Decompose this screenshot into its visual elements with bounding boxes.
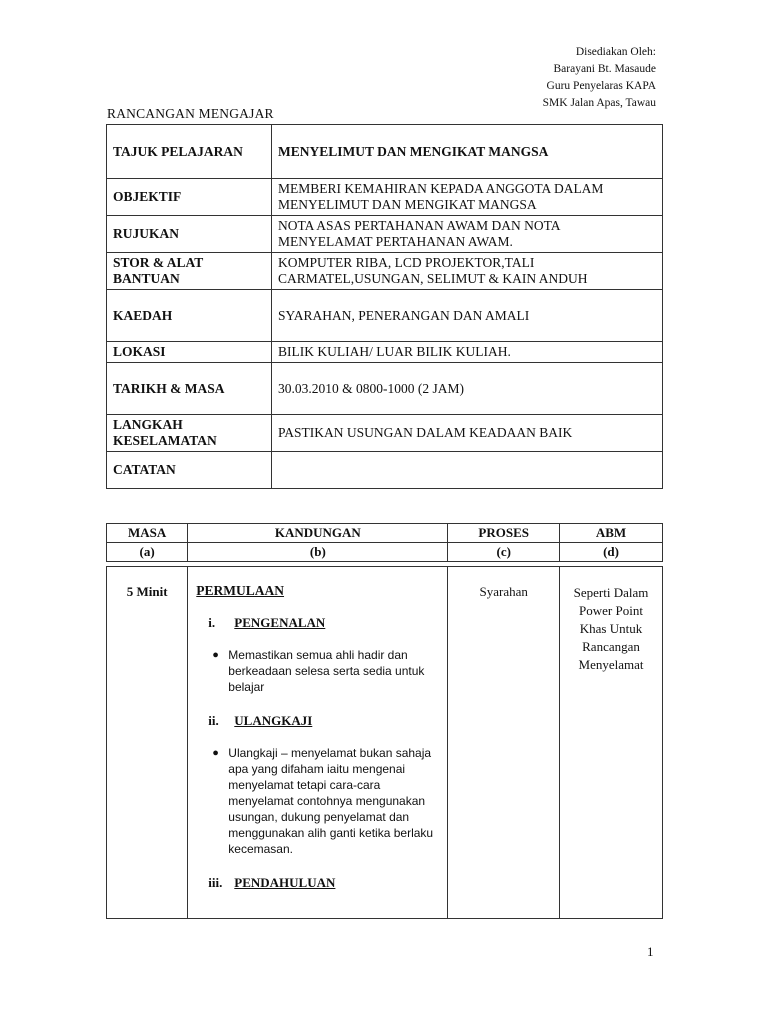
column-header-abm: ABM xyxy=(560,524,663,543)
subsection-number: ii. xyxy=(208,713,219,728)
subsection-title: ULANGKAJI xyxy=(234,713,313,728)
info-label: KAEDAH xyxy=(107,290,272,342)
subsection-title: PENDAHULUAN xyxy=(234,875,336,890)
info-row xyxy=(107,216,663,253)
prepared-by-block xyxy=(543,44,656,112)
prepared-by-position: Guru Penyelaras KAPA xyxy=(546,80,656,92)
document-heading: RANCANGAN MENGAJAR xyxy=(107,106,274,121)
abm-line: Rancangan xyxy=(582,639,640,654)
prepared-by-school: SMK Jalan Apas, Tawau xyxy=(542,97,656,109)
info-value: 30.03.2010 & 0800-1000 (2 JAM) xyxy=(272,363,663,415)
bullet-item xyxy=(196,745,441,857)
bullet-icon: ● xyxy=(212,747,219,759)
column-header-kandungan: KANDUNGAN xyxy=(188,524,448,543)
abm-line: Power Point xyxy=(579,603,643,618)
info-label: CATATAN xyxy=(107,452,272,489)
info-value: KOMPUTER RIBA, LCD PROJEKTOR,TALI CARMATEL,USUNGAN, SELIMUT & KAIN ANDUH xyxy=(272,253,663,290)
column-subheader-c: (c) xyxy=(448,543,560,562)
proses-cell: Syarahan xyxy=(448,567,560,919)
subsection-heading xyxy=(196,875,441,891)
abm-line: Menyelamat xyxy=(578,657,644,672)
prepared-by-label: Disediakan Oleh: xyxy=(575,46,656,58)
plan-content-row xyxy=(107,567,663,919)
abm-cell xyxy=(560,567,663,919)
prepared-by-name: Barayani Bt. Masaude xyxy=(553,63,656,75)
info-label: LOKASI xyxy=(107,342,272,363)
info-label: OBJEKTIF xyxy=(107,179,272,216)
abm-line: Seperti Dalam xyxy=(573,585,649,600)
lesson-plan-table xyxy=(106,523,663,919)
info-value: PASTIKAN USUNGAN DALAM KEADAAN BAIK xyxy=(272,415,663,452)
info-value: NOTA ASAS PERTAHANAN AWAM DAN NOTA MENYELAMAT PERTAHANAN AWAM. xyxy=(272,216,663,253)
column-header-masa: MASA xyxy=(107,524,188,543)
subsection-number: iii. xyxy=(208,875,223,890)
info-value xyxy=(272,452,663,489)
bullet-item xyxy=(196,647,441,695)
bullet-icon: ● xyxy=(212,649,219,661)
info-label: TARIKH & MASA xyxy=(107,363,272,415)
kandungan-cell xyxy=(188,567,448,919)
info-value: MEMBERI KEMAHIRAN KEPADA ANGGOTA DALAM MENYELIMUT DAN MENGIKAT MANGSA xyxy=(272,179,663,216)
column-header-proses: PROSES xyxy=(448,524,560,543)
lesson-info-table xyxy=(106,124,663,489)
masa-cell: 5 Minit xyxy=(107,567,188,919)
info-row xyxy=(107,179,663,216)
info-label: STOR & ALAT BANTUAN xyxy=(107,253,272,290)
subsection-heading xyxy=(196,615,441,631)
info-label: TAJUK PELAJARAN xyxy=(107,125,272,179)
info-label: RUJUKAN xyxy=(107,216,272,253)
column-subheader-b: (b) xyxy=(188,543,448,562)
subsection-number: i. xyxy=(208,615,216,630)
abm-line: Khas Untuk xyxy=(579,621,643,636)
info-row xyxy=(107,253,663,290)
subsection-title: PENGENALAN xyxy=(234,615,326,630)
plan-header-row xyxy=(107,524,663,543)
info-row xyxy=(107,125,663,179)
info-value: BILIK KULIAH/ LUAR BILIK KULIAH. xyxy=(272,342,663,363)
info-row xyxy=(107,415,663,452)
section-title: PERMULAAN xyxy=(196,583,285,598)
bullet-text: Memastikan semua ahli hadir dan berkeadaan selesa serta sedia untuk belajar xyxy=(228,648,425,694)
page-number: 1 xyxy=(647,944,654,959)
info-label: LANGKAH KESELAMATAN xyxy=(107,415,272,452)
info-row xyxy=(107,452,663,489)
info-value: MENYELIMUT DAN MENGIKAT MANGSA xyxy=(272,125,663,179)
subsection-heading xyxy=(196,713,441,729)
column-subheader-a: (a) xyxy=(107,543,188,562)
column-subheader-d: (d) xyxy=(560,543,663,562)
info-row xyxy=(107,342,663,363)
info-value: SYARAHAN, PENERANGAN DAN AMALI xyxy=(272,290,663,342)
bullet-text: Ulangkaji – menyelamat bukan sahaja apa yang difaham iaitu mengenai menyelamat tetapi cara-cara menyelamat contohnya mengunakan usungan, dukung penyelamat dan menggunakan alih ganti ketika berlaku kecemasan. xyxy=(228,746,434,856)
plan-subheader-row xyxy=(107,543,663,562)
info-row xyxy=(107,363,663,415)
info-row xyxy=(107,290,663,342)
